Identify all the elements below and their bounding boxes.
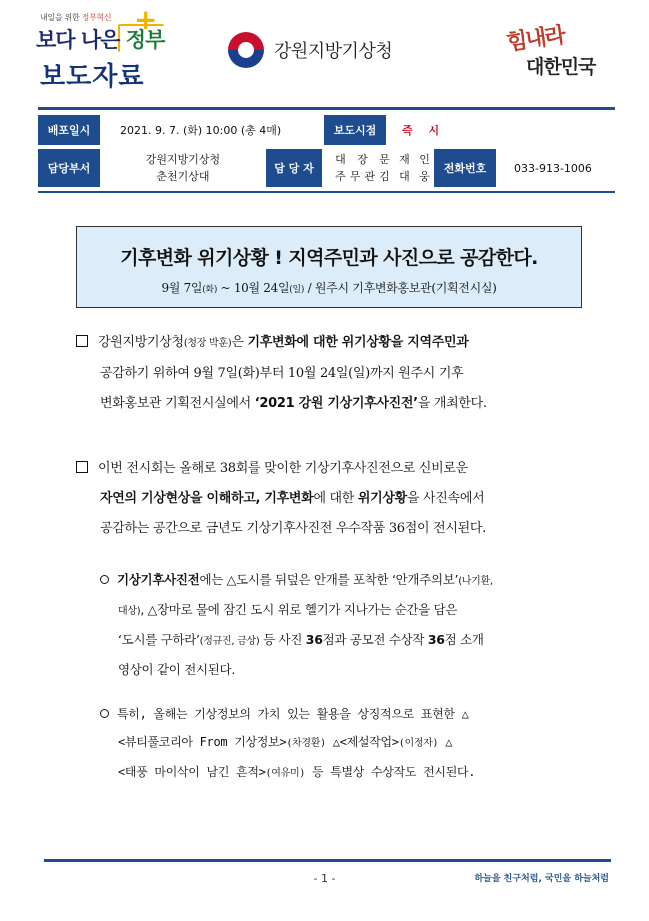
plus-icon: + [134,3,158,36]
release-date-value: 2021. 9. 7. (화) 10:00 (총 4매) [120,124,282,137]
header [0,0,649,100]
info-row-date [38,115,615,145]
paragraph-2: 이번 전시회는 올해로 38회를 맞이한 기상기후사진전으로 신비로운 자연의 기상현상을 이해하고, 기후변화에 대한 위기상황을 사진속에서 공감하는 공간으로 금년도 기상기후사진전 우수작품 36점이 전시된다. [76,454,586,544]
slogan-small-text: 내일을 위한 정부혁신 [40,13,112,22]
subheadline: 9월 7일(화) ~ 10월 24일(일) / 원주시 기후변화홍보관(기획전시실) [161,281,497,295]
footer-divider [44,859,611,862]
taegeuk-emblem-icon [228,32,264,68]
government-slogan-logo [36,3,176,92]
page-number: - 1 - [313,872,336,885]
checkbox-bullet-icon [76,335,88,347]
footer-slogan: 하늘을 친구처럼, 국민을 하늘처럼 [474,874,609,884]
campaign-logo [506,14,606,88]
slogan-big-text: 보다 나은 정부 [36,28,165,52]
release-info-table [38,107,615,193]
embargo-label: 보도시점 [324,115,386,145]
sub-bullet-2: 특히, 올해는 기상정보의 가치 있는 활용을 상징적으로 표현한 △ <뷰티풀코리아 From 기상정보>(차경환) △<제설작업>(이정자) △ <태풍 마이삭이 남긴 흔적>(여유미) 등 특별상 수상작도 전시된다. [100,700,586,788]
contact-line-1: 대 장 문 재 인 [335,153,433,166]
phone-label: 전화번호 [434,149,496,187]
contact-person-label: 담 당 자 [266,149,322,187]
divider [38,191,615,193]
contact-line-2: 주무관 김 대 웅 [335,170,433,183]
circle-bullet-icon [100,575,109,584]
checkbox-bullet-icon [76,461,88,473]
campaign-logo-line1: 힘내라 [504,22,566,56]
department-line2: 춘천기상대 [156,170,210,183]
press-release-title: 보도자료 [40,62,145,92]
headline: 기후변화 위기상황 ! 지역주민과 사진으로 공감한다. [120,247,538,269]
department-value [100,149,266,187]
phone-value: 033-913-1006 [514,161,592,175]
campaign-logo-line2: 대한민국 [526,56,596,78]
department-label: 담당부서 [38,149,100,187]
agency-logo [228,30,392,70]
paragraph-1: 강원지방기상청(청장 박훈)은 기후변화에 대한 위기상황을 지역주민과 공감하기 위하여 9월 7일(화)부터 10월 24일(일)까지 원주시 기후 변화홍보관 기획전시실에서 ‘2021 강원 기상기후사진전’을 개최한다. [76,328,586,419]
embargo-value: 즉 시 [402,124,446,137]
sub-bullet-1: 기상기후사진전에는 △도시를 뒤덮은 안개를 포착한 ‘안개주의보’(나기환, 대상), △장마로 물에 잠긴 도시 위로 헬기가 지나가는 순간을 담은 ‘도시를 구하라’(정규진, 금상) 등 사진 36점과 공모전 수상작 36점 소개 영상이 같이 전시된다. [100,566,586,684]
divider [38,107,615,110]
release-date-label: 배포일시 [38,115,100,145]
headline-box [76,226,582,308]
department-line1: 강원지방기상청 [145,153,221,166]
agency-name: 강원지방기상청 [274,41,393,62]
contact-person-value [322,149,434,187]
circle-bullet-icon [100,709,109,718]
info-row-contact [38,149,615,187]
